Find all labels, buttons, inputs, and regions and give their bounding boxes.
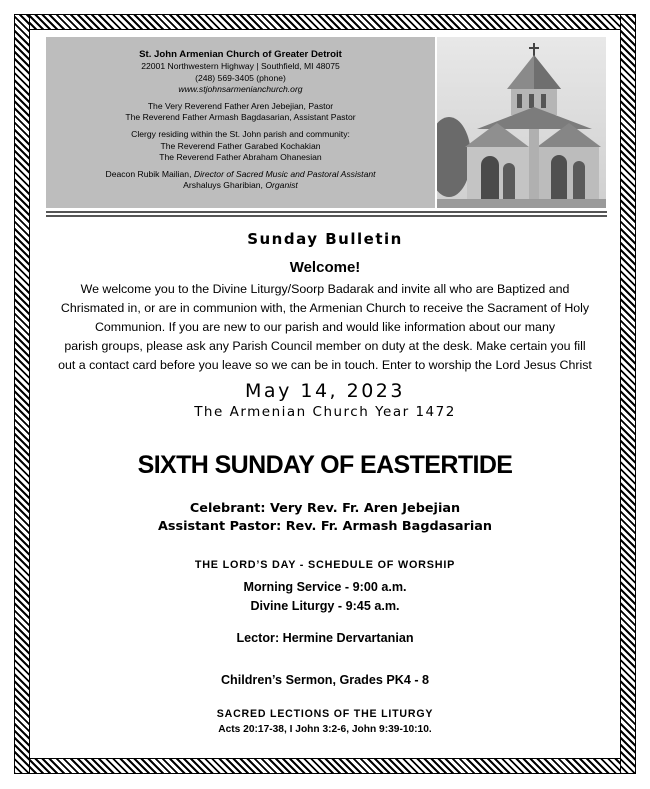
- welcome-paragraph: [20, 280, 630, 375]
- header-divider: [46, 211, 607, 217]
- welcome-line: parish groups, please ask any Parish Council member on duty at the desk. Make certain you fill: [64, 339, 586, 353]
- knot-border-top: [14, 14, 636, 30]
- church-building-image: [437, 37, 606, 208]
- pastor-line: The Very Reverend Father Aren Jebejian, Pastor: [147, 100, 334, 111]
- welcome-line: We welcome you to the Divine Liturgy/Soorp Badarak and invite all who are Baptized and: [80, 282, 570, 296]
- assistant-pastor-celebrant-line: Assistant Pastor: Rev. Fr. Armash Bagdasarian: [158, 519, 492, 534]
- church-illustration: [437, 37, 606, 208]
- church-phone: (248) 569-3405 (phone): [195, 72, 286, 83]
- bulletin-title: Sunday Bulletin: [247, 230, 403, 248]
- knot-border-right: [620, 14, 636, 774]
- welcome-line: out a contact card before you leave so we can be in touch. Enter to worship the Lord Jesus Christ: [58, 358, 592, 372]
- welcome-heading: Welcome!: [289, 259, 361, 276]
- assistant-pastor-line: The Reverend Father Armash Bagdasarian, Assistant Pastor: [125, 112, 356, 123]
- church-year: The Armenian Church Year 1472: [194, 404, 456, 420]
- church-name: St. John Armenian Church of Greater Detroit: [139, 49, 342, 60]
- organist-role: Organist: [265, 180, 298, 191]
- sunday-title: SIXTH SUNDAY OF EASTERTIDE: [137, 451, 513, 479]
- clergy-intro: Clergy residing within the St. John parish and community:: [131, 129, 350, 140]
- lector-line: Lector: Hermine Dervartanian: [236, 631, 414, 645]
- deacon-line: [46, 169, 435, 180]
- clergy-name: The Reverend Father Garabed Kochakian: [160, 140, 321, 151]
- divine-liturgy-time: Divine Liturgy - 9:45 a.m.: [250, 599, 400, 613]
- celebrant-line: Celebrant: Very Rev. Fr. Aren Jebejian: [189, 501, 461, 516]
- welcome-line: Chrismated in, or are in communion with, the Armenian Church to receive the Sacrament of Holy: [60, 301, 590, 315]
- lections-heading: SACRED LECTIONS OF THE LITURGY: [216, 708, 434, 720]
- clergy-name: The Reverend Father Abraham Ohanesian: [159, 151, 322, 162]
- knot-border-bottom: [14, 758, 636, 774]
- knot-border-left: [14, 14, 30, 774]
- deacon-role: Director of Sacred Music and Pastoral Assistant: [193, 168, 376, 179]
- deacon-name: Deacon Rubik Mailian,: [105, 168, 194, 179]
- church-address: 22001 Northwestern Highway | Southfield, MI 48075: [141, 61, 340, 72]
- organist-line: [46, 180, 435, 191]
- church-info-header: [46, 37, 435, 208]
- schedule-heading: THE LORD’S DAY - SCHEDULE OF WORSHIP: [194, 559, 456, 571]
- organist-name: Arshaluys Gharibian,: [183, 180, 266, 191]
- service-date: May 14, 2023: [245, 380, 405, 402]
- church-website[interactable]: www.stjohnsarmenianchurch.org: [178, 83, 303, 94]
- welcome-line: Communion. If you are new to our parish and would like information about our many: [94, 320, 556, 334]
- childrens-sermon-line: Children’s Sermon, Grades PK4 - 8: [220, 673, 430, 687]
- lections-references: Acts 20:17-38, I John 3:2-6, John 9:39-10:10.: [218, 724, 432, 735]
- morning-service-time: Morning Service - 9:00 a.m.: [243, 580, 407, 594]
